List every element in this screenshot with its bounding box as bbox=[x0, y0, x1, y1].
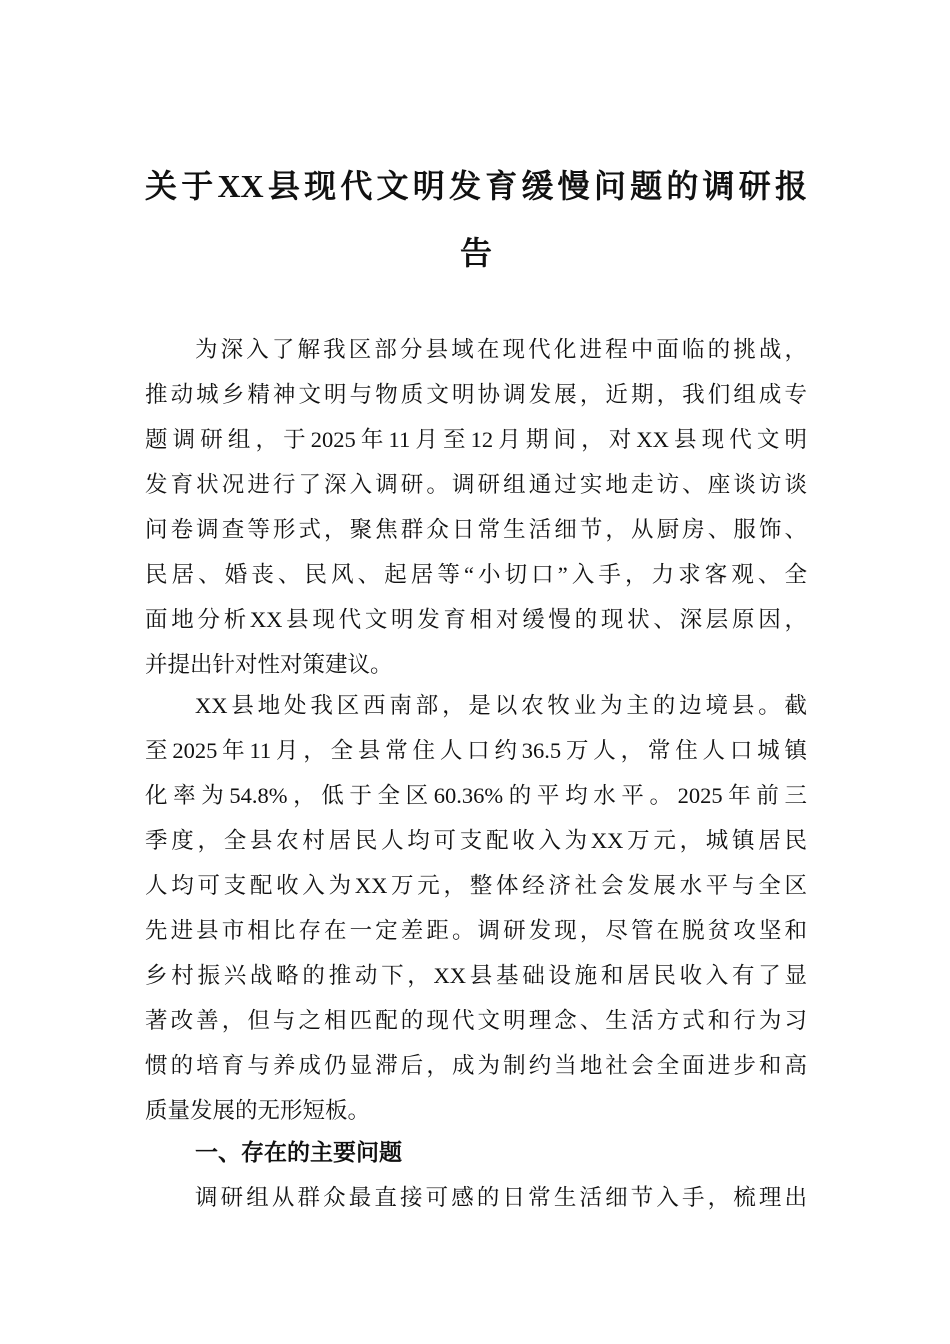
text-line: 调研组从群众最直接可感的日常生活细节入手，梳理出 bbox=[195, 1185, 807, 1210]
text-line: XX县地处我区西南部，是以农牧业为主的边境县。截 bbox=[195, 693, 807, 718]
text-line: 化率为54.8%，低于全区60.36%的平均水平。2025年前三 bbox=[145, 783, 807, 808]
text-line: 民居、婚丧、民风、起居等“小切口”入手，力求客观、全 bbox=[145, 562, 807, 587]
text-line: 乡村振兴战略的推动下，XX县基础设施和居民收入有了显 bbox=[145, 963, 807, 988]
text-line: 并提出针对性对策建议。 bbox=[145, 652, 393, 677]
text-line: 题调研组，于2025年11月至12月期间，对XX县现代文明 bbox=[145, 427, 807, 452]
text-line: 面地分析XX县现代文明发育相对缓慢的现状、深层原因， bbox=[145, 607, 807, 632]
text-line: 先进县市相比存在一定差距。调研发现，尽管在脱贫攻坚和 bbox=[145, 918, 807, 943]
text-line: 发育状况进行了深入调研。调研组通过实地走访、座谈访谈 bbox=[145, 472, 807, 497]
text-line: 著改善，但与之相匹配的现代文明理念、生活方式和行为习 bbox=[145, 1008, 807, 1033]
text-line: 惯的培育与养成仍显滞后，成为制约当地社会全面进步和高 bbox=[145, 1053, 807, 1078]
text-line: 问卷调查等形式，聚焦群众日常生活细节，从厨房、服饰、 bbox=[145, 517, 807, 542]
title-line-2: 告 bbox=[459, 235, 492, 271]
text-line: 质量发展的无形短板。 bbox=[145, 1098, 371, 1123]
text-line: 推动城乡精神文明与物质文明协调发展，近期，我们组成专 bbox=[145, 382, 807, 407]
text-line: 至2025年11月，全县常住人口约36.5万人，常住人口城镇 bbox=[145, 738, 807, 763]
section-heading: 一、存在的主要问题 bbox=[195, 1140, 402, 1166]
text-line: 季度，全县农村居民人均可支配收入为XX万元，城镇居民 bbox=[145, 828, 807, 853]
title-line-1: 关于XX县现代文明发育缓慢问题的调研报 bbox=[145, 168, 807, 204]
text-line: 为深入了解我区部分县域在现代化进程中面临的挑战， bbox=[195, 337, 807, 362]
text-line: 人均可支配收入为XX万元，整体经济社会发展水平与全区 bbox=[145, 873, 807, 898]
